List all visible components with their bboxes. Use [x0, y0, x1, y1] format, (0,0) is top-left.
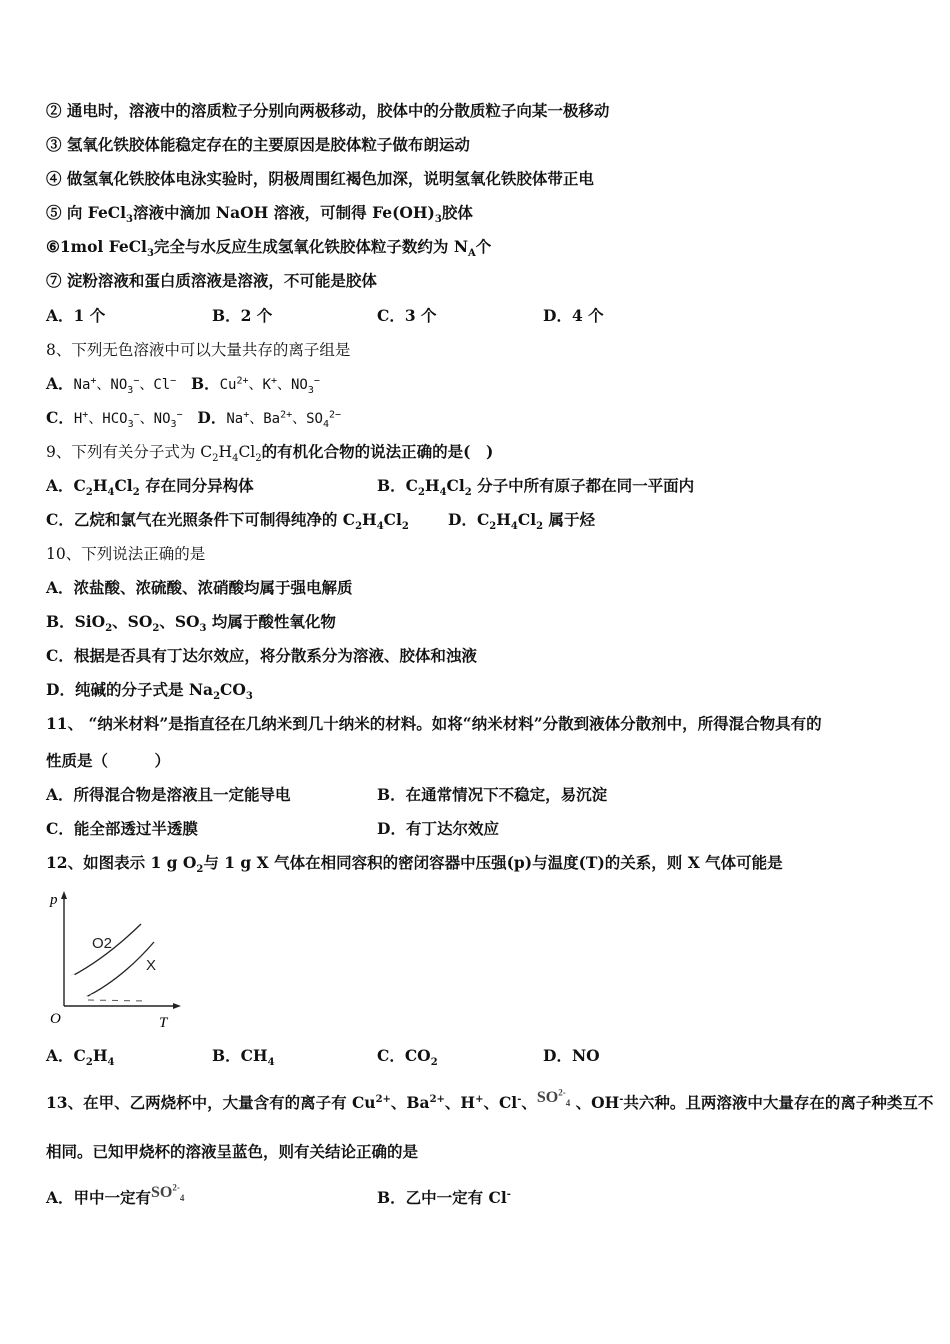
q8-d-label: D． — [197, 408, 227, 427]
q7-option-c[interactable]: C．3 个 — [377, 306, 437, 325]
q7-s6-pre: ⑥1mol FeCl — [46, 237, 147, 256]
q7-option-d[interactable]: D．4 个 — [543, 306, 604, 325]
q7-statement-3: ③ 氢氧化铁胶体能稳定存在的主要原因是胶体粒子做布朗运动 — [46, 135, 470, 154]
q13-stem-2: 相同。已知甲烧杯的溶液呈蓝色，则有关结论正确的是 — [46, 1142, 419, 1161]
q12-option-d[interactable]: D．NO — [543, 1046, 600, 1065]
q7-s5-mid: 溶液中滴加 NaOH 溶液，可制得 Fe(OH) — [133, 203, 435, 222]
q12-b: B．CH — [212, 1046, 268, 1065]
q12-option-a[interactable]: A．$C_2H_4$ — [46, 1046, 115, 1069]
q7-statement-5: ⑤ 向 FeCl$_3$溶液中滴加 NaOH 溶液，可制得 $Fe(OH)_3$胶体 — [46, 203, 473, 226]
graph-y-label: p — [50, 892, 58, 908]
q12-stem: 12、如图表示 1 g $O_2$与 1 g X 气体在相同容积的密闭容器中压强(p)与温度(T)的关系，则 X 气体可能是 — [46, 853, 783, 876]
q9-stem-pre: 9、下列有关分子式为 C — [46, 443, 213, 461]
q9-a-post: 存在同分异构体 — [145, 476, 254, 495]
q10-option-c[interactable]: C．根据是否具有丁达尔效应，将分散系分为溶液、胶体和浊液 — [46, 646, 477, 665]
q8-stem: 8、下列无色溶液中可以大量共存的离子组是 — [46, 341, 351, 359]
q8-options-ab[interactable]: A．Na+、$NO_3^-$、Cl− B．$Cu^{2+}$、K+、$NO_3^-$ — [46, 374, 320, 396]
q9-option-c[interactable]: C．乙烷和氯气在光照条件下可制得纯净的 $C_2H_4Cl_2$ — [46, 510, 409, 533]
q9-option-b[interactable]: B．$C_2H_4Cl_2$ 分子中所有原子都在同一平面内 — [377, 476, 695, 499]
q12-stem-pre: 12、如图表示 1 g O — [46, 853, 197, 872]
q12-c: C．CO — [377, 1046, 431, 1065]
q8-b-label: B． — [191, 374, 220, 393]
q11-option-d[interactable]: D．有丁达尔效应 — [377, 819, 499, 838]
q9-stem-post: 的有机化合物的说法正确的是( ) — [261, 442, 494, 461]
q7-option-a[interactable]: A．1 个 — [46, 306, 106, 325]
q12-a: A．C — [46, 1046, 86, 1065]
q7-s5-post: 胶体 — [441, 203, 473, 222]
q7-s6-mid: 完全与水反应生成氢氧化铁胶体粒子数约为 N — [153, 237, 468, 256]
q10-option-b[interactable]: B．SiO$_2$、$SO_2$、$SO_3$ 均属于酸性氧化物 — [46, 612, 336, 635]
q7-s6-post: 个 — [475, 237, 492, 256]
q12-pressure-temperature-graph — [46, 888, 186, 1033]
q13-option-b[interactable]: B．乙中一定有 Cl- — [377, 1188, 511, 1207]
graph-x-label: T — [159, 1015, 168, 1031]
q13-stem-post: 共六种。且两溶液中大量存在的离子种类互不 — [623, 1093, 934, 1112]
q11-option-b[interactable]: B．在通常情况下不稳定，易沉淀 — [377, 785, 608, 804]
q7-s5-pre: ⑤ 向 FeCl — [46, 203, 127, 222]
q9-c-pre: C．乙烷和氯气在光照条件下可制得纯净的 C — [46, 510, 356, 529]
q7-statement-6: ⑥1mol FeCl$_3$完全与水反应生成氢氧化铁胶体粒子数约为 $N_A$个 — [46, 237, 492, 260]
q11-option-c[interactable]: C．能全部透过半透膜 — [46, 819, 198, 838]
q8-a-label: A． — [46, 374, 74, 393]
q7-option-b[interactable]: B．2 个 — [212, 306, 273, 325]
graph-origin-label: O — [50, 1011, 61, 1027]
sulfate-ion: $SO^{2-}_4$ — [536, 1087, 571, 1109]
graph-curve-o2-label: O2 — [92, 935, 113, 952]
q13-stem-1: 13、在甲、乙两烧杯中，大量含有的离子有 $Cu^{2+}$、$Ba^{2+}$、H+、Cl-、$SO^{2-}_4$ 、OH-共六种。且两溶液中大量存在的离子种类互不 — [46, 1087, 934, 1112]
q9-option-d[interactable]: D．$C_2H_4Cl_2$ 属于烃 — [448, 510, 595, 533]
q7-s6-sub: A — [468, 248, 476, 260]
q12-stem-mid: 与 1 g X 气体在相同容积的密闭容器中压强(p)与温度(T)的关系，则 X 气体可能是 — [203, 853, 783, 872]
q7-statement-2: ② 通电时，溶液中的溶质粒子分别向两极移动，胶体中的分散质粒子向某一极移动 — [46, 101, 610, 120]
q13-stem-pre: 13、在甲、乙两烧杯中，大量含有的离子有 Cu — [46, 1093, 376, 1112]
q7-statement-4: ④ 做氢氧化铁胶体电泳实验时，阴极周围红褐色加深，说明氢氧化铁胶体带正电 — [46, 169, 594, 188]
q10-option-d[interactable]: D．纯碱的分子式是 $Na_2CO_3$ — [46, 680, 253, 703]
q10-b-post: 均属于酸性氧化物 — [211, 612, 336, 631]
q13-option-a[interactable] — [46, 1182, 185, 1210]
q11-option-a[interactable]: A．所得混合物是溶液且一定能导电 — [46, 785, 291, 804]
q12-option-b[interactable]: B．$CH_4$ — [212, 1046, 275, 1069]
q13-a-pre: A．甲中一定有 — [46, 1188, 152, 1207]
q13-b-pre: B．乙中一定有 Cl — [377, 1188, 507, 1207]
q11-stem-2: 性质是（ ） — [46, 751, 171, 770]
q8-options-cd[interactable]: C．H+、$HCO_3^-$、$NO_3^-$ D．Na+、$Ba^{2+}$、$SO_4^{2-}$ — [46, 408, 342, 430]
q10-option-a[interactable]: A．浓盐酸、浓硫酸、浓硝酸均属于强电解质 — [46, 578, 353, 597]
q7-statement-7: ⑦ 淀粉溶液和蛋白质溶液是溶液，不可能是胶体 — [46, 271, 377, 290]
q10-stem: 10、下列说法正确的是 — [46, 545, 206, 563]
q11-stem-1: 11、 “纳米材料”是指直径在几纳米到几十纳米的材料。如将“纳米材料”分散到液体分散剂中，所得混合物具有的 — [46, 714, 822, 733]
sulfate-ion-a: $SO^{2-}_4$ — [151, 1182, 185, 1204]
q9-d-post: 属于烃 — [548, 510, 595, 529]
q8-c-label: C． — [46, 408, 74, 427]
q9-option-a[interactable]: A．$C_2H_4Cl_2$ 存在同分异构体 — [46, 476, 254, 499]
q9-stem: 9、下列有关分子式为 $C_2H_4Cl_2$的有机化合物的说法正确的是( ) — [46, 442, 494, 465]
graph-curve-x-label: X — [146, 957, 157, 974]
q12-option-c[interactable]: C．$CO_2$ — [377, 1046, 438, 1069]
q9-b-post: 分子中所有原子都在同一平面内 — [477, 476, 695, 495]
q10-d-pre: D．纯碱的分子式是 Na — [46, 680, 214, 699]
